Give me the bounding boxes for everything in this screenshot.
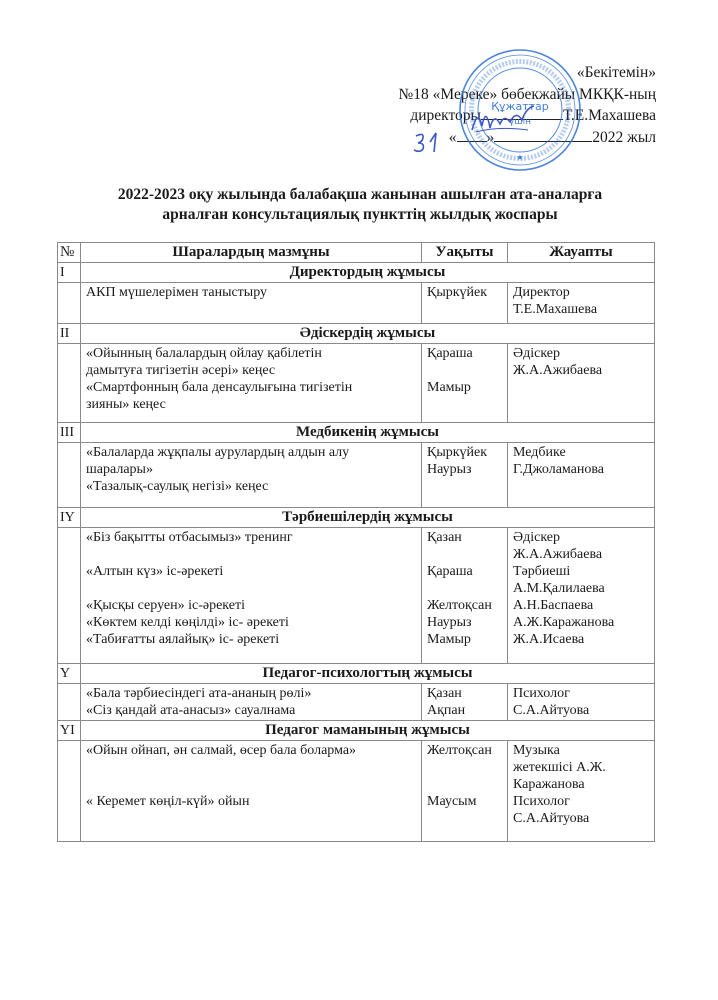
table-row (58, 741, 655, 842)
section-number: Y (58, 664, 81, 684)
table-row (58, 684, 655, 721)
section-header-row (58, 324, 655, 344)
date-close-quote: » (486, 128, 495, 146)
activity-line: «Табиғатты аялайық» іс- әрекеті (86, 632, 280, 647)
section-number: III (58, 423, 81, 443)
responsible-cell (508, 443, 655, 508)
approval-director-name: Т.Е.Махашева (562, 107, 656, 124)
signature-blank (481, 105, 563, 120)
month-blank (494, 127, 592, 142)
time-cell (422, 741, 508, 842)
table-body (58, 263, 655, 842)
document-title (40, 185, 680, 225)
responsible-line: Медбике (513, 445, 566, 460)
section-header-row (58, 263, 655, 283)
responsible-line: А.Н.Баспаева (513, 598, 594, 613)
activity-cell (81, 684, 422, 721)
stamp-text: Құжаттар (491, 100, 549, 113)
table-row (58, 283, 655, 324)
activity-line: «Смартфонның бала денсаулығына тигізетін (86, 380, 353, 395)
activity-line: «Ойынның балалардың ойлау қабілетін (86, 346, 322, 361)
empty-num-cell (58, 528, 81, 664)
activity-line: «Тазалық-саулық негізі» кеңес (86, 479, 269, 494)
activity-line: «Сіз қандай ата-анасыз» сауалнама (86, 703, 296, 718)
time-line: Қыркүйек (427, 285, 488, 300)
responsible-line: Әдіскер (513, 530, 561, 545)
section-title: Тәрбиешілердің жұмысы (81, 508, 655, 528)
approval-date-line (398, 127, 656, 149)
section-number: YI (58, 721, 81, 741)
responsible-line: А.М.Қалилаева (513, 581, 605, 596)
time-cell (422, 528, 508, 664)
section-title: Медбикенің жұмысы (81, 423, 655, 443)
table-header-row (58, 243, 655, 263)
date-open-quote: « (448, 128, 457, 146)
header-num: № (58, 243, 81, 263)
activity-line: «Біз бақытты отбасымыз» тренинг (86, 530, 293, 545)
blank-line (86, 776, 416, 793)
section-title: Педагог маманының жұмысы (81, 721, 655, 741)
blank-line (427, 776, 502, 793)
activity-line: дамытуға тигізетін әсері» кеңес (86, 363, 276, 378)
section-header-row (58, 423, 655, 443)
section-number: IY (58, 508, 81, 528)
responsible-line: А.Ж.Каражанова (513, 615, 615, 630)
responsible-line: Директор (513, 285, 570, 300)
time-line: Желтоқсан (427, 598, 492, 613)
activity-line: «Ойын ойнап, ән салмай, өсер бала боларма» (86, 743, 357, 758)
time-line: Қараша (427, 564, 473, 579)
responsible-line: Психолог (513, 686, 570, 701)
approval-heading: «Бекітемін» (576, 64, 656, 81)
activity-line: «Балаларда жұқпалы аурулардың алдын алу (86, 445, 350, 460)
empty-num-cell (58, 443, 81, 508)
responsible-line: Ж.А.Ажибаева (513, 547, 603, 562)
activity-line: «Көктем келді көңілді» іс- әрекеті (86, 615, 289, 630)
svg-text:үшін: үшін (509, 117, 531, 127)
responsible-cell (508, 344, 655, 423)
activity-cell (81, 443, 422, 508)
blank-line (427, 546, 502, 563)
time-line: Желтоқсан (427, 743, 492, 758)
empty-num-cell (58, 741, 81, 842)
time-line: Маусым (427, 794, 477, 809)
time-cell (422, 443, 508, 508)
activity-line: « Керемет көңіл-күй» ойын (86, 794, 250, 809)
activity-line: шаралары» (86, 462, 153, 477)
time-line: Қазан (427, 686, 462, 701)
blank-line (86, 580, 416, 597)
time-line: Наурыз (427, 462, 472, 477)
header-responsible: Жауапты (508, 243, 655, 263)
blank-line (427, 759, 502, 776)
table-row (58, 528, 655, 664)
section-header-row (58, 508, 655, 528)
section-number: I (58, 263, 81, 283)
section-header-row (58, 721, 655, 741)
table-row (58, 443, 655, 508)
activity-line: «Бала тәрбиесіндегі ата-ананың рөлі» (86, 686, 312, 701)
responsible-line: Ж.А.Ажибаева (513, 363, 603, 378)
blank-line (86, 759, 416, 776)
responsible-cell (508, 684, 655, 721)
responsible-line: Әдіскер (513, 346, 561, 361)
time-cell (422, 344, 508, 423)
time-line: Қыркүйек (427, 445, 488, 460)
header-content: Шаралардың мазмұны (81, 243, 422, 263)
section-header-row (58, 664, 655, 684)
time-line: Наурыз (427, 615, 472, 630)
time-line: Ақпан (427, 703, 466, 718)
approval-director-line (398, 105, 656, 127)
approval-year: 2022 жыл (592, 128, 656, 146)
title-line-1: 2022-2023 оқу жылында балабақша жанынан ашылған ата-аналарға (117, 186, 603, 203)
responsible-line: Музыка (513, 743, 560, 758)
blank-line (427, 362, 502, 379)
activity-line: «Қысқы серуен» іс-әрекеті (86, 598, 245, 613)
responsible-line: Психолог (513, 794, 570, 809)
responsible-line: Г.Джоламанова (513, 462, 605, 477)
activity-cell (81, 741, 422, 842)
activity-line: зияны» кеңес (86, 397, 166, 412)
approval-block (398, 62, 656, 148)
time-cell (422, 684, 508, 721)
responsible-line: Т.Е.Махашева (513, 302, 598, 317)
time-line: Мамыр (427, 632, 471, 647)
header-time: Уақыты (422, 243, 508, 263)
responsible-cell (508, 528, 655, 664)
day-blank (457, 127, 487, 142)
section-title: Педагог-психологтың жұмысы (81, 664, 655, 684)
responsible-line: Ж.А.Исаева (513, 632, 585, 647)
activity-cell (81, 344, 422, 423)
responsible-line: жетекшісі А.Ж. (513, 760, 606, 775)
empty-num-cell (58, 344, 81, 423)
title-line-2: арналған консультациялық пункттің жылдық жоспары (162, 206, 558, 223)
time-line: Қазан (427, 530, 462, 545)
approval-director-label: директоры (410, 107, 481, 124)
responsible-line: Каражанова (513, 777, 585, 792)
section-title: Директордың жұмысы (81, 263, 655, 283)
table-row (58, 344, 655, 423)
empty-num-cell (58, 283, 81, 324)
section-title: Әдіскердің жұмысы (81, 324, 655, 344)
responsible-line: С.А.Айтуова (513, 811, 590, 826)
svg-text:★: ★ (516, 153, 524, 162)
blank-line (427, 580, 502, 597)
activity-line: «Алтын күз» іс-әрекеті (86, 564, 224, 579)
time-line: Мамыр (427, 380, 471, 395)
responsible-line: Тәрбиеші (513, 564, 571, 579)
responsible-cell (508, 283, 655, 324)
section-number: II (58, 324, 81, 344)
empty-num-cell (58, 684, 81, 721)
activity-cell (81, 283, 422, 324)
time-line: Қараша (427, 346, 473, 361)
approval-organization: №18 «Мереке» бөбекжайы МКҚК-ның (398, 85, 656, 103)
responsible-cell (508, 741, 655, 842)
time-cell (422, 283, 508, 324)
activity-line: АКП мүшелерімен таныстыру (86, 285, 268, 300)
activity-cell (81, 528, 422, 664)
annual-plan-table (57, 242, 655, 842)
blank-line (86, 546, 416, 563)
responsible-line: С.А.Айтуова (513, 703, 590, 718)
